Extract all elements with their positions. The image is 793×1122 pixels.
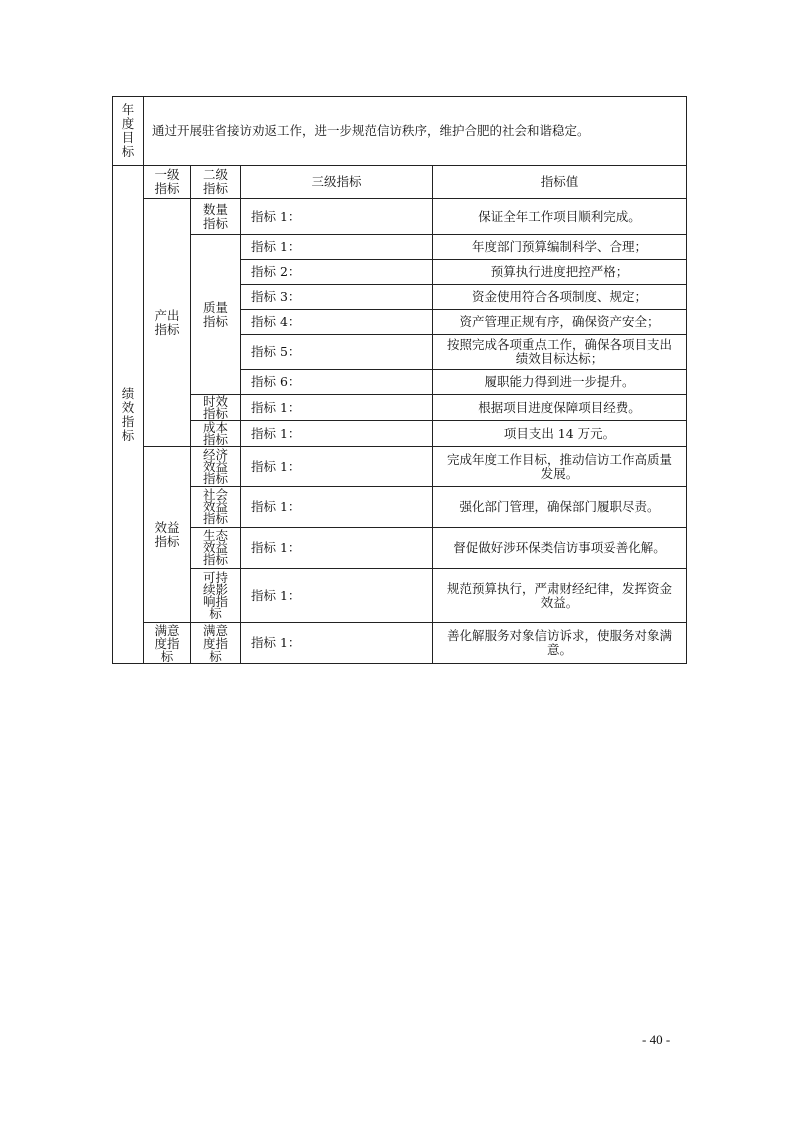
indicator-value: 完成年度工作目标，推动信访工作高质量发展。 bbox=[433, 447, 687, 487]
indicator-name: 指标 3： bbox=[241, 285, 433, 310]
timeliness-label: 时效指标 bbox=[191, 395, 241, 421]
satisfaction-sub-label: 满意度指标 bbox=[191, 623, 241, 664]
header-row bbox=[113, 166, 687, 199]
table-row bbox=[113, 487, 687, 528]
economic-label: 经济效益指标 bbox=[191, 447, 241, 487]
indicator-value: 预算执行进度把控严格； bbox=[433, 260, 687, 285]
goal-label: 年度目标 bbox=[113, 97, 144, 166]
indicator-value: 善化解服务对象信访诉求，使服务对象满意。 bbox=[433, 623, 687, 664]
indicator-name: 指标 1： bbox=[241, 235, 433, 260]
ecological-label: 生态效益指标 bbox=[191, 528, 241, 569]
cost-label: 成本指标 bbox=[191, 421, 241, 447]
indicator-name: 指标 6： bbox=[241, 370, 433, 395]
indicator-value: 保证全年工作项目顺利完成。 bbox=[433, 199, 687, 235]
indicator-value: 资金使用符合各项制度、规定； bbox=[433, 285, 687, 310]
output-label: 产出指标 bbox=[144, 199, 191, 447]
table-row bbox=[113, 199, 687, 235]
table-row bbox=[113, 623, 687, 664]
performance-table bbox=[112, 96, 687, 664]
indicator-name: 指标 1： bbox=[241, 421, 433, 447]
quality-label: 质量指标 bbox=[191, 235, 241, 395]
indicators-label: 绩效指标 bbox=[113, 166, 144, 664]
indicator-value: 按照完成各项重点工作，确保各项目支出绩效目标达标； bbox=[433, 335, 687, 370]
benefit-label: 效益指标 bbox=[144, 447, 191, 623]
table-row bbox=[113, 528, 687, 569]
indicator-name: 指标 1： bbox=[241, 199, 433, 235]
table-row bbox=[113, 447, 687, 487]
indicator-name: 指标 4： bbox=[241, 310, 433, 335]
table-row bbox=[113, 421, 687, 447]
sustainable-label: 可持续影响指标 bbox=[191, 569, 241, 623]
table-row bbox=[113, 395, 687, 421]
indicator-value: 项目支出 14 万元。 bbox=[433, 421, 687, 447]
page-number: - 40 - bbox=[642, 1032, 671, 1047]
indicator-name: 指标 1： bbox=[241, 395, 433, 421]
satisfaction-label: 满意度指标 bbox=[144, 623, 191, 664]
quantity-label: 数量指标 bbox=[191, 199, 241, 235]
goal-text: 通过开展驻省接访劝返工作，进一步规范信访秩序，维护合肥的社会和谐稳定。 bbox=[144, 97, 687, 166]
goal-row bbox=[113, 97, 687, 166]
social-label: 社会效益指标 bbox=[191, 487, 241, 528]
indicator-value: 年度部门预算编制科学、合理； bbox=[433, 235, 687, 260]
indicator-value: 履职能力得到进一步提升。 bbox=[433, 370, 687, 395]
table-row bbox=[113, 235, 687, 260]
header-level2: 二级指标 bbox=[191, 166, 241, 199]
indicator-name: 指标 1： bbox=[241, 447, 433, 487]
indicator-value: 督促做好涉环保类信访事项妥善化解。 bbox=[433, 528, 687, 569]
indicator-name: 指标 1： bbox=[241, 528, 433, 569]
indicator-name: 指标 5： bbox=[241, 335, 433, 370]
header-level3: 三级指标 bbox=[241, 166, 433, 199]
header-level1: 一级指标 bbox=[144, 166, 191, 199]
indicator-value: 强化部门管理，确保部门履职尽责。 bbox=[433, 487, 687, 528]
indicator-name: 指标 1： bbox=[241, 487, 433, 528]
indicator-name: 指标 2： bbox=[241, 260, 433, 285]
table-row bbox=[113, 569, 687, 623]
indicator-value: 资产管理正规有序，确保资产安全； bbox=[433, 310, 687, 335]
indicator-value: 根据项目进度保障项目经费。 bbox=[433, 395, 687, 421]
indicator-name: 指标 1： bbox=[241, 623, 433, 664]
indicator-name: 指标 1： bbox=[241, 569, 433, 623]
header-value: 指标值 bbox=[433, 166, 687, 199]
indicator-value: 规范预算执行，严肃财经纪律，发挥资金效益。 bbox=[433, 569, 687, 623]
